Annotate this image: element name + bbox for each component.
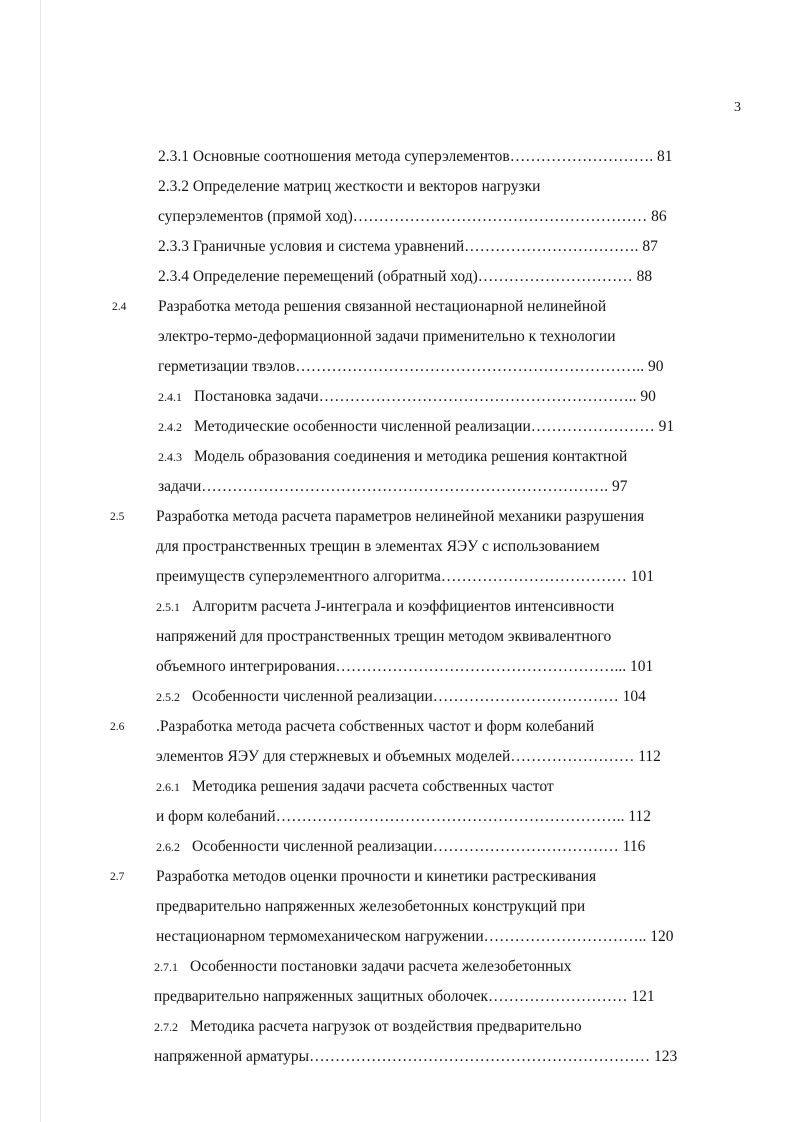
toc-leader-dots: ………………………………………………… — [352, 208, 648, 225]
toc-entry-number: 2.6.1 — [156, 780, 180, 794]
toc-leader-dots: ………………………………………………………….. — [295, 358, 645, 375]
toc-page-number: 112 — [624, 808, 652, 825]
toc-entry-title: для пространственных трещин в элементах ЯЭУ с использованием — [156, 538, 600, 555]
toc-entry — [154, 1046, 740, 1068]
toc-entry — [156, 776, 740, 798]
toc-entry-title: задачи — [158, 478, 202, 495]
toc-entry-title: элементов ЯЭУ для стержневых и объемных моделей — [156, 748, 511, 765]
toc-page-number: 90 — [636, 388, 656, 405]
toc-page-number: 121 — [627, 988, 655, 1005]
toc-entry — [158, 206, 740, 228]
toc-entry — [158, 446, 740, 468]
toc-entry-title: предварительно напряженных защитных оболочек — [154, 988, 488, 1005]
toc-leader-dots: …………………………………………………….. — [318, 388, 637, 405]
toc-entry-title: 2.3.4 Определение перемещений (обратный ход) — [158, 268, 478, 285]
toc-entry-title: Методические особенности численной реализации — [194, 418, 531, 435]
toc-entry — [158, 266, 740, 288]
toc-entry-number: 2.4.3 — [158, 450, 182, 464]
toc-section-number: 2.4 — [112, 301, 127, 313]
toc-leader-dots: …………………… — [510, 748, 635, 765]
toc-entry — [154, 956, 740, 978]
toc-entry-title: напряжений для пространственных трещин методом эквивалентного — [156, 628, 612, 645]
toc-entry-title: Модель образования соединения и методика решения контактной — [194, 448, 628, 465]
toc-entry — [156, 626, 740, 648]
toc-page-number: 90 — [644, 358, 664, 375]
toc-entry — [156, 746, 740, 768]
toc-page-number: 123 — [650, 1048, 678, 1065]
toc-entry-number: 2.5.2 — [156, 690, 180, 704]
toc-page-number: 112 — [634, 748, 661, 765]
toc-entry — [158, 296, 740, 318]
toc-entry-title: Методика расчета нагрузок от воздействия предварительно — [190, 1018, 582, 1035]
toc-leader-dots: ……………………………. — [464, 238, 639, 255]
toc-entry — [156, 836, 740, 858]
toc-entry-title: 2.3.3 Граничные условия и система уравнений — [158, 238, 465, 255]
toc-entry-title: Методика решения задачи расчета собственных частот — [192, 778, 554, 795]
toc-entry — [156, 896, 740, 918]
toc-entry — [156, 686, 740, 708]
toc-entry-title: и форм колебаний — [156, 808, 276, 825]
page-edge-line — [40, 0, 41, 1122]
toc-leader-dots: ………………………………………………... — [335, 658, 627, 675]
toc-entry-title: Особенности численной реализации — [192, 838, 433, 855]
toc-page-number: 86 — [647, 208, 667, 225]
toc-leader-dots: ……………………………… — [432, 838, 619, 855]
toc-entry-title: суперэлементов (прямой ход) — [158, 208, 353, 225]
toc-entry-title: преимуществ суперэлементного алгоритма — [156, 568, 441, 585]
toc-page-number: 101 — [626, 658, 654, 675]
toc-entry-title: Разработка методов оценки прочности и кинетики растрескивания — [156, 868, 597, 885]
toc-entry-title: объемного интегрирования — [156, 658, 336, 675]
toc-entry-title: 2.3.1 Основные соотношения метода суперэлементов — [158, 148, 510, 165]
toc-page-number: 120 — [646, 928, 674, 945]
toc-entry — [158, 146, 740, 168]
toc-entry-number: 2.7.2 — [154, 1020, 178, 1034]
toc-entry — [156, 536, 740, 558]
toc-entry — [156, 596, 740, 618]
toc-leader-dots: ………………………… — [477, 268, 633, 285]
toc-entry — [156, 656, 740, 678]
toc-entry — [158, 176, 740, 198]
toc-page-number: 91 — [654, 418, 675, 435]
toc-section-number: 2.5 — [110, 511, 125, 523]
toc-leader-dots: …………………… — [530, 418, 655, 435]
toc-entry — [156, 566, 740, 588]
toc-page-number: 101 — [626, 568, 654, 585]
toc-page-number: 116 — [618, 838, 646, 855]
toc-entry-title: Особенности постановки задачи расчета железобетонных — [190, 958, 572, 975]
toc-entry-title: нестационарном термомеханическом нагружении — [156, 928, 484, 945]
toc-entry — [156, 866, 740, 888]
toc-section-number: 2.6 — [110, 721, 125, 733]
toc-entry — [158, 476, 740, 498]
toc-entry-number: 2.6.2 — [156, 840, 180, 854]
toc-entry-title: герметизации твэлов — [158, 358, 296, 375]
toc-entry-title: Разработка метода расчета параметров нелинейной механики разрушения — [156, 508, 645, 525]
toc-entry — [156, 716, 740, 738]
toc-entry — [158, 326, 740, 348]
toc-leader-dots: ………………………………………………………… — [309, 1048, 651, 1065]
toc-page-number: 81 — [653, 148, 673, 165]
page-number: 3 — [734, 100, 741, 115]
toc-page-number: 104 — [618, 688, 646, 705]
toc-entry — [154, 1016, 740, 1038]
toc-entry-title: Разработка метода решения связанной нестационарной нелинейной — [158, 298, 607, 315]
toc-entry-number: 2.4.1 — [158, 390, 182, 404]
toc-entry-title: напряженной арматуры — [154, 1048, 310, 1065]
toc-entry — [156, 806, 740, 828]
toc-leader-dots: ………………………….. — [483, 928, 647, 945]
toc-leader-dots: ……………………………… — [440, 568, 627, 585]
toc-entry-number: 2.7.1 — [154, 960, 178, 974]
toc-leader-dots: ……………………… — [488, 988, 628, 1005]
toc-page-number: 97 — [608, 478, 628, 495]
toc-entry-title: Особенности численной реализации — [192, 688, 433, 705]
toc-entry-number: 2.5.1 — [156, 600, 180, 614]
toc-leader-dots: ………………………. — [509, 148, 654, 165]
toc-entry-title: Алгоритм расчета J-интеграла и коэффициентов интенсивности — [192, 598, 615, 615]
toc-section-number: 2.7 — [110, 871, 125, 883]
toc-entry-title: Постановка задачи — [194, 388, 319, 405]
toc-entry — [158, 236, 740, 258]
toc-entry — [158, 416, 740, 438]
toc-entry-title: 2.3.2 Определение матриц жесткости и векторов нагрузки — [158, 178, 541, 195]
toc-entry-title: электро-термо-деформационной задачи применительно к технологии — [158, 328, 616, 345]
toc-leader-dots: ……………………………………………………………………. — [201, 478, 609, 495]
toc-page-number: 88 — [632, 268, 653, 285]
toc-entry — [158, 386, 740, 408]
toc-entry-title: предварительно напряженных железобетонных конструкций при — [156, 898, 586, 915]
toc-leader-dots: ………………………………………………………….. — [275, 808, 625, 825]
toc-entry-title: .Разработка метода расчета собственных частот и форм колебаний — [156, 718, 595, 735]
toc-leader-dots: ……………………………… — [432, 688, 619, 705]
toc-entry-number: 2.4.2 — [158, 420, 182, 434]
toc-entry — [154, 986, 740, 1008]
toc-entry — [156, 506, 740, 528]
toc-page-number: 87 — [638, 238, 658, 255]
toc-entry — [158, 356, 740, 378]
toc-entry — [156, 926, 740, 948]
